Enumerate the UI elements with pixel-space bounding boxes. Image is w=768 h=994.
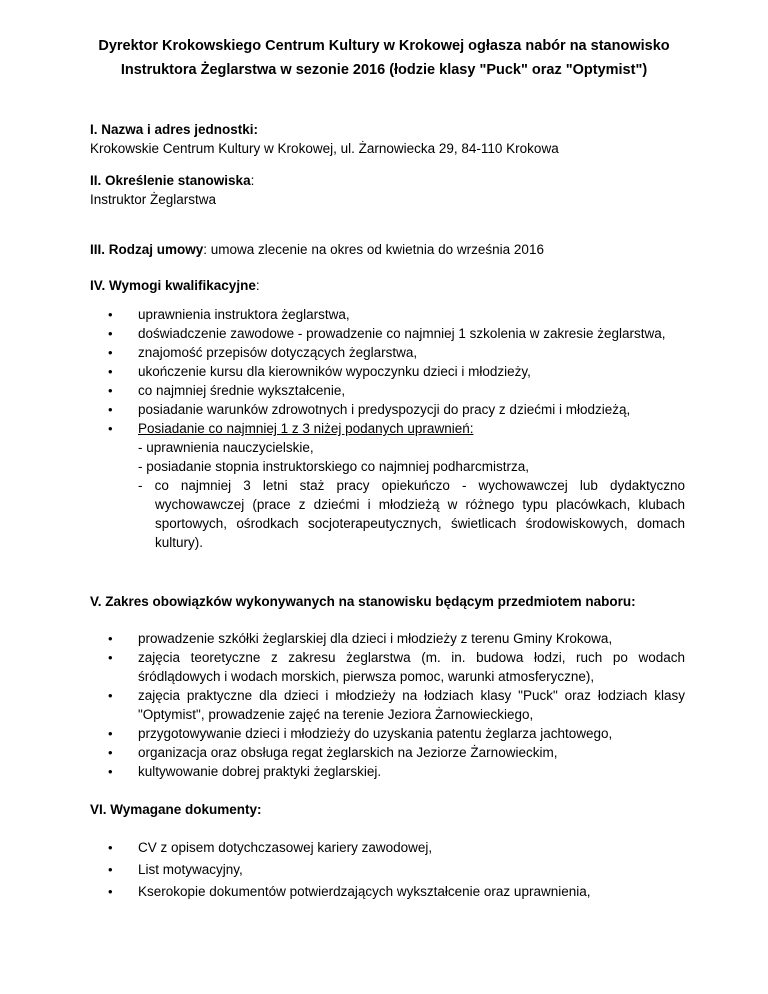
list-item: • Kserokopie dokumentów potwierdzających wykształcenie oraz uprawnienia, (90, 881, 685, 903)
section-colon: : (250, 173, 255, 188)
list-item: • znajomość przepisów dotyczących żeglarstwa, (90, 343, 685, 362)
section-heading: II. Określenie stanowiska (90, 173, 251, 188)
title-line-2: Instruktora Żeglarstwa w sezonie 2016 (łodzie klasy "Puck" oraz "Optymist") (120, 62, 648, 78)
section-text: Krokowskie Centrum Kultury w Krokowej, ul. Żarnowiecka 29, 84-110 Krokowa (90, 141, 559, 156)
sub-item: - posiadanie stopnia instruktorskiego co najmniej podharcmistrza, (138, 459, 529, 474)
list-item: • przygotowywanie dzieci i młodzieży do uzyskania patentu żeglarza jachtowego, (90, 724, 685, 743)
list-item: • uprawnienia instruktora żeglarstwa, (90, 305, 685, 324)
documents-list (90, 837, 685, 903)
list-item: • List motywacyjny, (90, 859, 685, 881)
section-heading: III. Rodzaj umowy (90, 242, 204, 257)
section-heading: IV. Wymogi kwalifikacyjne (90, 278, 256, 293)
list-item-underlined: Posiadanie co najmniej 1 z 3 niżej podanych uprawnień: (138, 421, 474, 436)
duties-list (90, 629, 685, 781)
list-item: • prowadzenie szkółki żeglarskiej dla dzieci i młodzieży z terenu Gminy Krokowa, (90, 629, 685, 648)
list-item: • ukończenie kursu dla kierowników wypoczynku dzieci i młodzieży, (90, 362, 685, 381)
list-item: • co najmniej średnie wykształcenie, (90, 381, 685, 400)
section-text: : umowa zlecenie na okres od kwietnia do września 2016 (203, 242, 544, 257)
section-text: Instruktor Żeglarstwa (90, 192, 217, 207)
section-heading: VI. Wymagane dokumenty: (90, 802, 262, 817)
section-contract (90, 240, 685, 259)
section-heading: I. Nazwa i adres jednostki: (90, 122, 259, 137)
section-requirements (90, 276, 685, 552)
list-item: • zajęcia teoretyczne z zakresu żeglarstwa (m. in. budowa łodzi, ruch po wodach śródlądowych i wodach morskich, pierwsza pomoc, warunki atmosferyczne), (90, 648, 685, 686)
title-line-1: Dyrektor Krokowskiego Centrum Kultury w Krokowej ogłasza nabór na stanowisko (98, 38, 670, 54)
list-item: • organizacja oraz obsługa regat żeglarskich na Jeziorze Żarnowieckim, (90, 743, 685, 762)
section-heading: V. Zakres obowiązków wykonywanych na stanowisku będącym przedmiotem naboru: (90, 594, 636, 609)
list-item: • CV z opisem dotychczasowej kariery zawodowej, (90, 837, 685, 859)
list-item (90, 419, 685, 552)
list-item: • posiadanie warunków zdrowotnych i predyspozycji do pracy z dziećmi i młodzieżą, (90, 400, 685, 419)
sub-item: - uprawnienia nauczycielskie, (138, 440, 314, 455)
section-documents (90, 800, 685, 903)
section-position (90, 171, 685, 209)
list-item: • doświadczenie zawodowe - prowadzenie co najmniej 1 szkolenia w zakresie żeglarstwa, (90, 324, 685, 343)
list-item: • zajęcia praktyczne dla dzieci i młodzieży na łodziach klasy "Puck" oraz łodziach klasy "Optymist", prowadzenie zajęć na terenie Jeziora Żarnowieckiego, (90, 686, 685, 724)
section-unit (90, 120, 685, 158)
list-item: • kultywowanie dobrej praktyki żeglarskiej. (90, 762, 685, 781)
section-colon: : (255, 278, 260, 293)
document-title (40, 34, 728, 82)
section-duties (90, 592, 685, 781)
requirements-list (90, 305, 685, 552)
sub-item: - co najmniej 3 letni staż pracy opiekuńczo - wychowawczej lub dydaktyczno wychowawczej (prace z dziećmi i młodzieżą w różnego typu placówkach, klubach sportowych, ośrodkach socjoterapeutycznych, świetlicach środowiskowych, domach kultury). (138, 478, 685, 550)
